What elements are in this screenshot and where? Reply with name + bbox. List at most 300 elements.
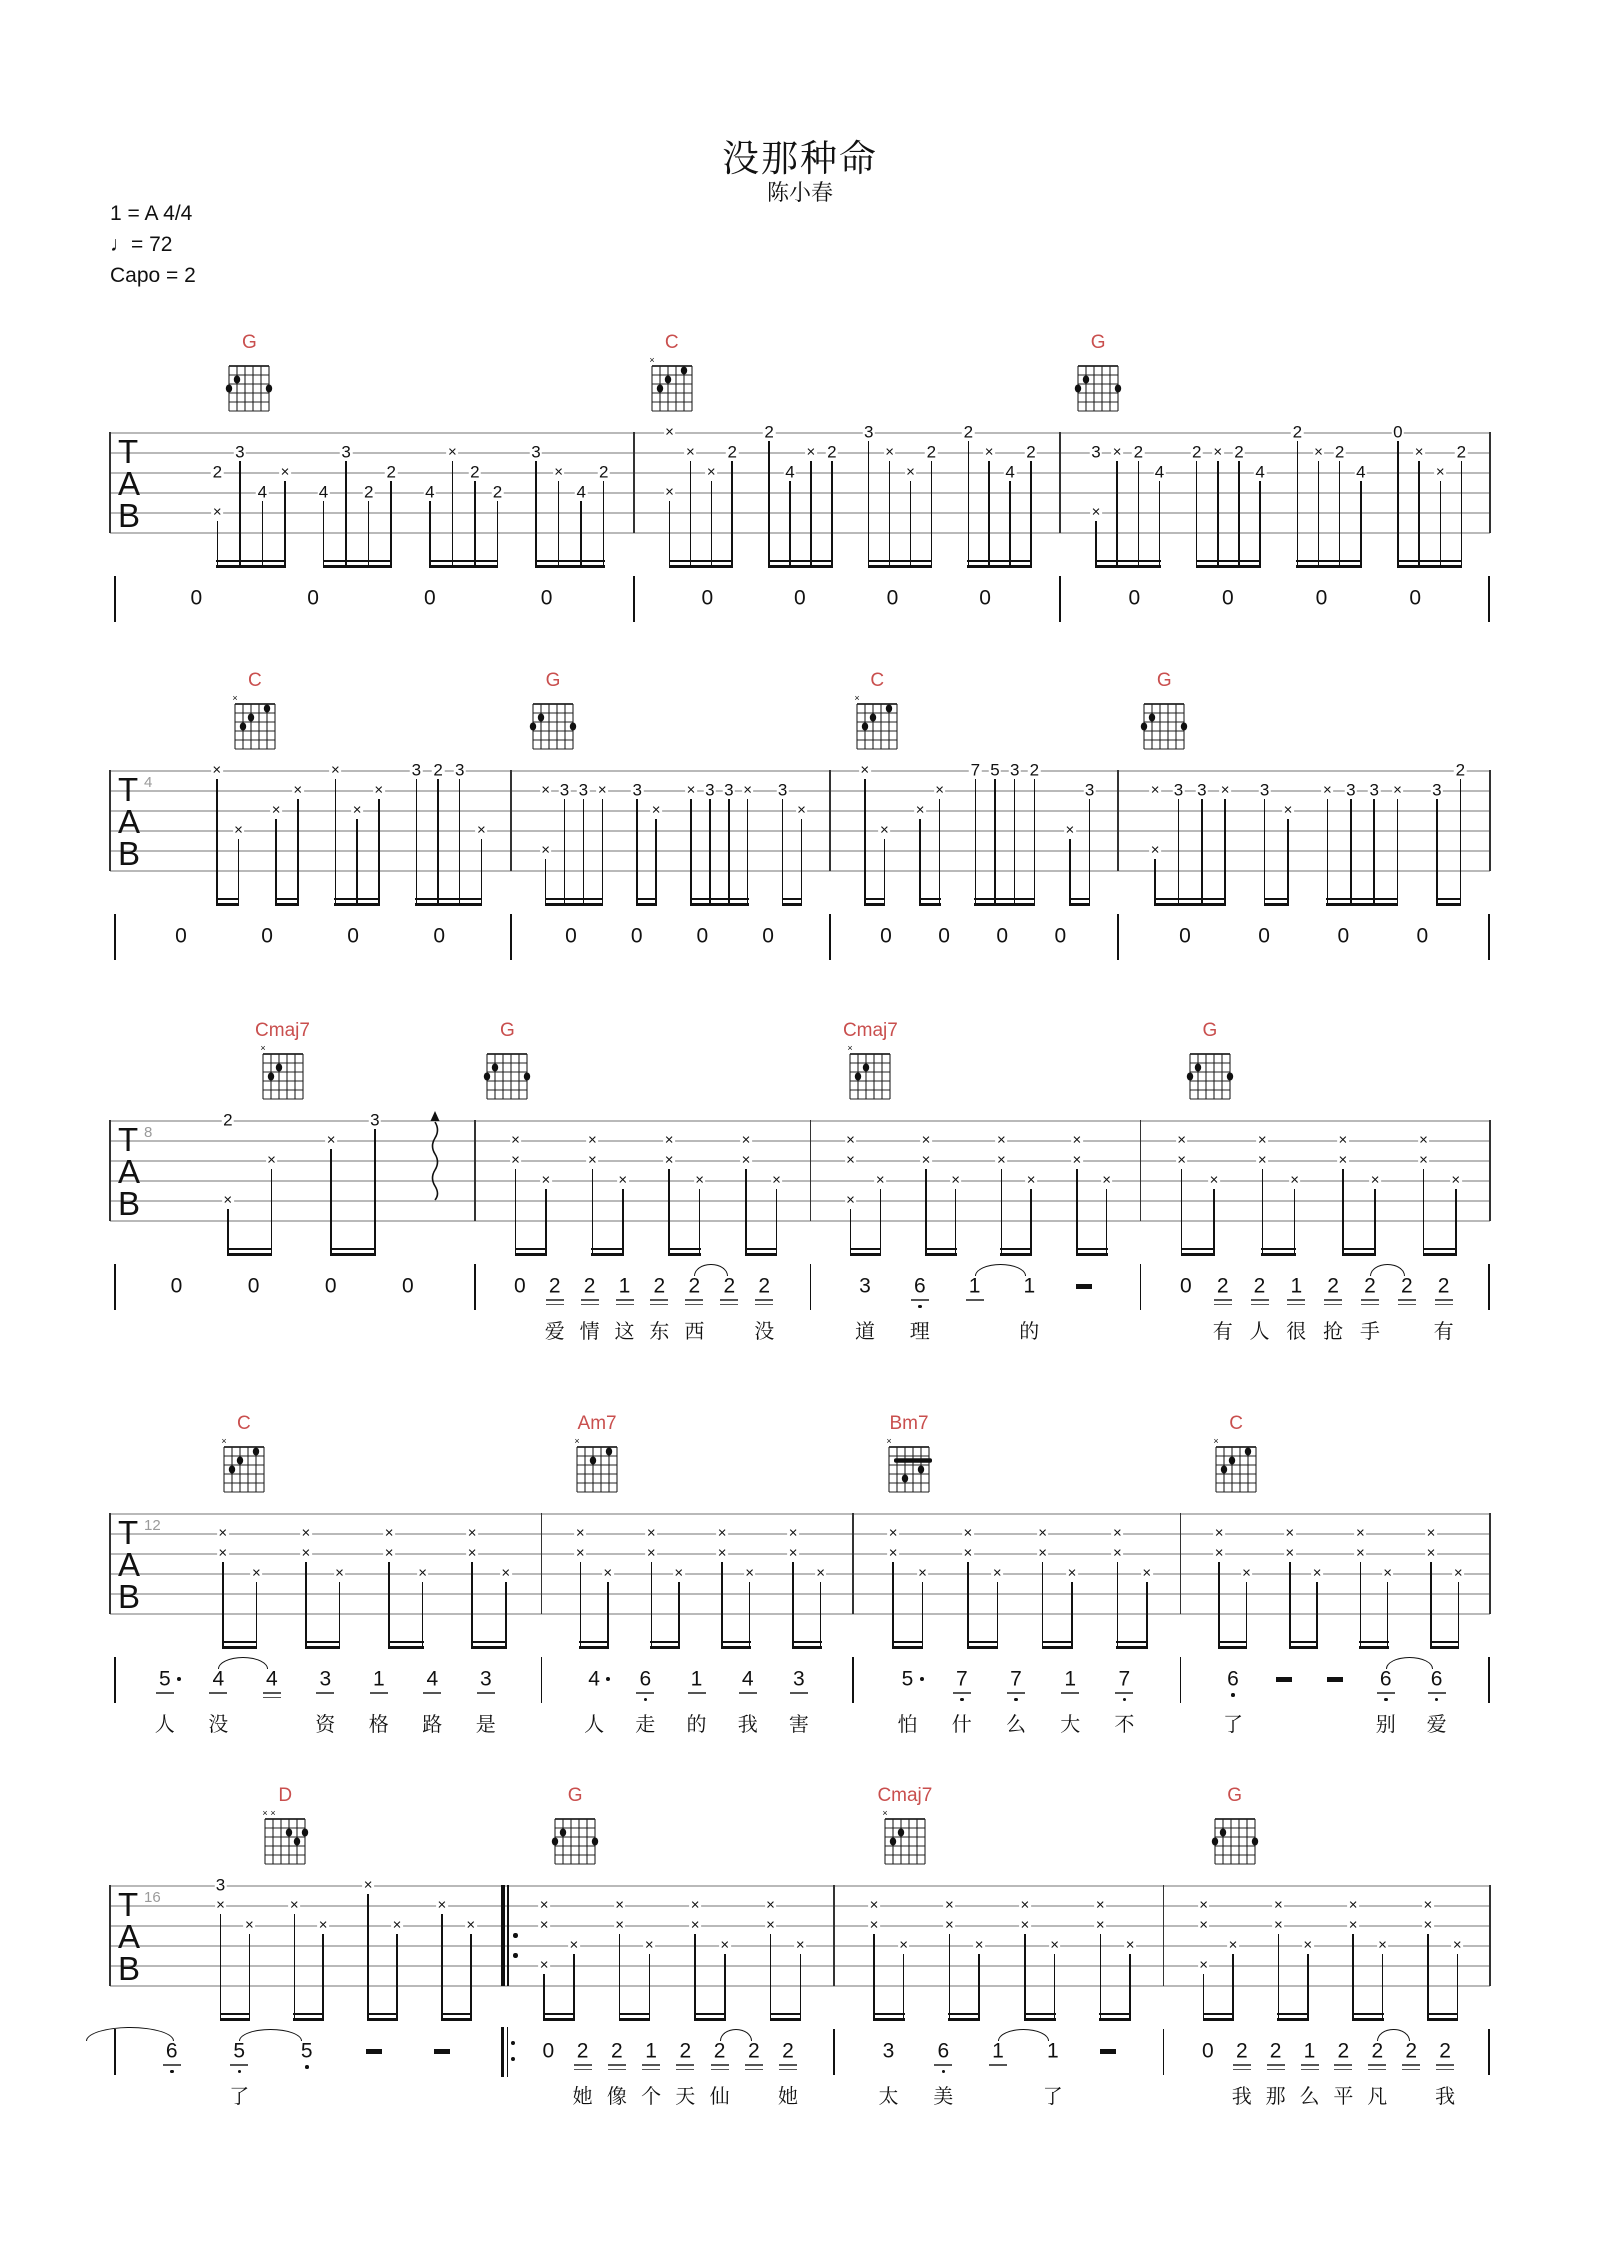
tab-mute-x: × bbox=[1323, 781, 1332, 799]
lyric-char: 爱 bbox=[544, 1321, 565, 1343]
beam bbox=[745, 1253, 777, 1256]
note-stem bbox=[1374, 1189, 1376, 1256]
tab-fret-number: 4 bbox=[425, 482, 435, 502]
tab-mute-x: × bbox=[615, 1916, 624, 1934]
lyric-char: 了 bbox=[1223, 1714, 1243, 1736]
tab-fret-number: 3 bbox=[1432, 780, 1442, 800]
tab-fret-number: 4 bbox=[1255, 462, 1265, 482]
tab-fret-number: 0 bbox=[1393, 422, 1403, 442]
note-stem bbox=[988, 461, 990, 568]
tab-fret-number: 3 bbox=[559, 780, 570, 800]
jianpu-number: 5 bbox=[300, 2039, 313, 2063]
note-stem bbox=[1287, 819, 1289, 906]
jianpu-barline bbox=[1488, 1264, 1490, 1310]
jianpu-number: 2 bbox=[611, 2039, 623, 2063]
svg-text:×: × bbox=[882, 1808, 888, 1818]
tab-mute-x: × bbox=[1072, 1131, 1082, 1149]
tab-mute-x: × bbox=[1214, 1524, 1224, 1542]
note-stem bbox=[919, 819, 921, 906]
beam bbox=[694, 2013, 726, 2015]
tab-mute-x: × bbox=[1378, 1936, 1387, 1954]
jianpu-number: 5 bbox=[901, 1667, 914, 1691]
svg-text:×: × bbox=[574, 1436, 580, 1446]
staff-line bbox=[110, 1180, 1490, 1182]
jianpu-barline bbox=[829, 914, 831, 960]
beam bbox=[770, 2018, 802, 2021]
staff-start-barline bbox=[109, 1120, 111, 1221]
tab-mute-x: × bbox=[741, 1131, 751, 1149]
note-stem bbox=[1159, 481, 1161, 568]
tab-mute-x: × bbox=[1095, 1896, 1105, 1914]
tab-mute-x: × bbox=[846, 1131, 855, 1149]
tab-mute-x: × bbox=[984, 443, 994, 461]
jianpu-underline bbox=[1377, 1692, 1395, 1694]
jianpu-underline bbox=[1301, 2064, 1319, 2066]
tab-mute-x: × bbox=[384, 1524, 394, 1542]
note-stem bbox=[216, 779, 218, 906]
jianpu-barline bbox=[474, 1264, 476, 1310]
note-stem bbox=[471, 1562, 473, 1649]
beam bbox=[967, 1646, 998, 1649]
beam bbox=[1430, 1646, 1459, 1649]
tab-mute-x: × bbox=[918, 1564, 927, 1582]
tab-fret-number: 4 bbox=[576, 482, 586, 502]
jianpu-underline bbox=[1301, 2069, 1319, 2071]
staff-barline bbox=[852, 1513, 854, 1614]
svg-text:×: × bbox=[221, 1436, 227, 1446]
beam bbox=[650, 1646, 680, 1649]
beam bbox=[1277, 2018, 1308, 2021]
tab-fret-number: 3 bbox=[777, 780, 788, 800]
tab-mute-x: × bbox=[674, 1564, 684, 1582]
tab-mute-x: × bbox=[720, 1936, 730, 1954]
tab-fret-number: 3 bbox=[724, 780, 734, 800]
lyric-char: 很 bbox=[1286, 1321, 1307, 1343]
jianpu-number: 0 bbox=[1416, 924, 1429, 948]
tab-fret-number: 3 bbox=[1009, 760, 1020, 780]
beam bbox=[636, 903, 657, 906]
tab-mute-x: × bbox=[218, 1544, 228, 1562]
note-stem bbox=[1387, 1582, 1389, 1649]
jianpu-number: 2 bbox=[758, 1274, 771, 1298]
tab-mute-x: × bbox=[1393, 781, 1402, 799]
tab-mute-x: × bbox=[271, 801, 281, 819]
tab-mute-x: × bbox=[1125, 1936, 1135, 1954]
jianpu-underline bbox=[745, 2069, 763, 2071]
note-stem bbox=[636, 799, 638, 906]
beam bbox=[222, 1641, 258, 1643]
beam bbox=[1289, 1641, 1318, 1643]
jianpu-number: 0 bbox=[1258, 924, 1270, 948]
chord-diagram bbox=[227, 692, 283, 758]
note-stem bbox=[1460, 779, 1462, 906]
note-stem bbox=[864, 779, 866, 906]
jianpu-number: 0 bbox=[190, 586, 203, 610]
staff-end-barline bbox=[1489, 1885, 1491, 1986]
lyric-char: 平 bbox=[1333, 2086, 1354, 2108]
note-stem bbox=[1461, 461, 1463, 568]
tab-mute-x: × bbox=[741, 1151, 751, 1169]
beam bbox=[293, 2013, 324, 2015]
jianpu-underline bbox=[779, 2069, 797, 2071]
note-stem bbox=[724, 1954, 726, 2021]
tab-fret-number: 4 bbox=[785, 462, 795, 482]
beam bbox=[330, 1248, 376, 1250]
tab-mute-x: × bbox=[280, 463, 290, 481]
beam bbox=[1261, 1253, 1295, 1256]
note-stem bbox=[1342, 1169, 1344, 1256]
staff-line bbox=[110, 1220, 1490, 1222]
repeat-dot bbox=[511, 2041, 515, 2045]
chord-name: G bbox=[1227, 1785, 1243, 1806]
tab-mute-x: × bbox=[363, 1876, 373, 1894]
note-stem bbox=[1262, 1169, 1264, 1256]
jianpu-underline bbox=[779, 2064, 797, 2066]
tab-mute-x: × bbox=[1050, 1936, 1059, 1954]
jianpu-low-octave-dot bbox=[305, 2065, 309, 2069]
note-stem bbox=[323, 501, 325, 568]
chord-name: G bbox=[242, 332, 257, 353]
tab-mute-x: × bbox=[1142, 1564, 1152, 1582]
tab-mute-x: × bbox=[212, 761, 222, 779]
tab-mute-x: × bbox=[569, 1936, 579, 1954]
tab-mute-x: × bbox=[766, 1896, 775, 1914]
note-stem bbox=[1418, 461, 1420, 568]
tab-mute-x: × bbox=[665, 423, 674, 441]
note-stem bbox=[1146, 1582, 1148, 1649]
jianpu-underline bbox=[263, 1697, 281, 1699]
beam bbox=[441, 2013, 472, 2015]
tab-fret-number: 4 bbox=[318, 482, 329, 502]
note-stem bbox=[345, 461, 347, 568]
tab-mute-x: × bbox=[539, 1896, 549, 1914]
note-stem bbox=[782, 799, 784, 906]
jianpu-low-octave-dot bbox=[1231, 1693, 1235, 1697]
tab-mute-x: × bbox=[743, 781, 753, 799]
beam bbox=[1427, 2013, 1458, 2015]
chord-name: C bbox=[237, 1413, 251, 1434]
chord-diagram bbox=[881, 1435, 937, 1501]
lyric-char: 了 bbox=[1042, 2086, 1063, 2108]
jianpu-number: 0 bbox=[401, 1274, 414, 1298]
lyric-char: 么 bbox=[1299, 2086, 1320, 2108]
note-stem bbox=[668, 1169, 670, 1256]
note-stem bbox=[322, 1934, 324, 2021]
tab-fret-number: 3 bbox=[705, 780, 715, 800]
tab-mute-x: × bbox=[603, 1564, 613, 1582]
beam bbox=[1154, 903, 1226, 906]
note-stem bbox=[1455, 1189, 1457, 1256]
jianpu-underline bbox=[574, 2069, 592, 2071]
tab-mute-x: × bbox=[945, 1916, 954, 1934]
jianpu-number: 6 bbox=[1379, 1667, 1392, 1691]
jianpu-number: 0 bbox=[762, 924, 774, 948]
jianpu-number: 2 bbox=[548, 1274, 561, 1298]
jianpu-number: 4 bbox=[212, 1667, 225, 1691]
note-stem bbox=[271, 1169, 273, 1256]
tab-mute-x: × bbox=[1423, 1916, 1433, 1934]
svg-text:×: × bbox=[259, 1043, 266, 1053]
beam bbox=[388, 1646, 424, 1649]
note-stem bbox=[441, 1914, 443, 2021]
tab-mute-x: × bbox=[974, 1936, 984, 1954]
chord-name: Cmaj7 bbox=[877, 1785, 933, 1806]
note-stem bbox=[437, 779, 439, 906]
chord-name: Cmaj7 bbox=[255, 1020, 310, 1041]
jianpu-underline bbox=[650, 1304, 668, 1306]
note-stem bbox=[1232, 1954, 1234, 2021]
jianpu-number: 0 bbox=[1054, 924, 1067, 948]
tab-fret-number: 2 bbox=[1234, 442, 1244, 462]
tab-clef-letter: T bbox=[118, 1886, 139, 1923]
beam bbox=[650, 1641, 680, 1643]
note-stem bbox=[728, 799, 730, 906]
beam bbox=[543, 2018, 575, 2021]
beam bbox=[892, 1646, 923, 1649]
jianpu-number: 0 bbox=[979, 586, 991, 610]
tab-mute-x: × bbox=[846, 1151, 855, 1169]
jianpu-number: 0 bbox=[247, 1274, 260, 1298]
tab-fret-number: 3 bbox=[454, 760, 465, 780]
jianpu-underline bbox=[688, 1692, 706, 1694]
jianpu-number: 4 bbox=[265, 1667, 278, 1691]
tab-mute-x: × bbox=[212, 503, 222, 521]
tab-mute-x: × bbox=[885, 443, 894, 461]
chord-name: G bbox=[545, 670, 561, 691]
tab-fret-number: 2 bbox=[386, 462, 396, 482]
tab-mute-x: × bbox=[501, 1564, 511, 1582]
note-stem bbox=[1427, 1934, 1429, 2021]
staff-barline bbox=[633, 432, 635, 533]
tab-mute-x: × bbox=[392, 1916, 402, 1934]
note-stem bbox=[1138, 461, 1140, 568]
lyric-char: 害 bbox=[788, 1714, 809, 1736]
note-stem bbox=[1457, 1954, 1459, 2021]
tab-fret-number: 4 bbox=[1154, 462, 1165, 482]
beam bbox=[1436, 903, 1461, 906]
jianpu-number: 0 bbox=[1128, 586, 1141, 610]
tab-mute-x: × bbox=[906, 463, 915, 481]
beam bbox=[388, 1641, 424, 1643]
beam bbox=[515, 1253, 547, 1256]
tab-mute-x: × bbox=[1356, 1544, 1365, 1562]
jianpu-underline bbox=[989, 2064, 1007, 2066]
note-stem bbox=[978, 1954, 980, 2021]
note-stem bbox=[603, 481, 605, 568]
jianpu-underline bbox=[685, 1304, 703, 1306]
tab-fret-number: 2 bbox=[598, 462, 609, 482]
note-stem bbox=[910, 481, 912, 568]
jianpu-number: 0 bbox=[701, 586, 714, 610]
note-stem bbox=[975, 779, 977, 906]
tab-mute-x: × bbox=[1228, 1936, 1238, 1954]
beam bbox=[668, 1253, 700, 1256]
jianpu-underline bbox=[1368, 2069, 1386, 2071]
lyric-char: 我 bbox=[1435, 2086, 1456, 2108]
note-stem bbox=[1264, 799, 1266, 906]
tab-mute-x: × bbox=[992, 1564, 1002, 1582]
jianpu-underline bbox=[1398, 1304, 1416, 1306]
tab-mute-x: × bbox=[1383, 1564, 1393, 1582]
lyric-char: 路 bbox=[422, 1714, 443, 1736]
tab-fret-number: 3 bbox=[863, 422, 874, 442]
tab-fret-number: 3 bbox=[632, 780, 642, 800]
tab-fret-number: 7 bbox=[970, 760, 981, 780]
lyric-char: 了 bbox=[229, 2086, 250, 2108]
note-stem bbox=[535, 461, 537, 568]
beam bbox=[1116, 1646, 1147, 1649]
note-stem bbox=[994, 779, 996, 906]
beam bbox=[668, 1248, 700, 1250]
jianpu-number: 0 bbox=[696, 924, 709, 948]
note-stem bbox=[1294, 1189, 1296, 1256]
beam bbox=[1342, 1248, 1376, 1250]
tab-mute-x: × bbox=[1426, 1524, 1436, 1542]
tab-mute-x: × bbox=[766, 1916, 775, 1934]
jianpu-number: 4 bbox=[588, 1667, 600, 1691]
jianpu-dash bbox=[1076, 1284, 1092, 1289]
note-stem bbox=[747, 799, 749, 906]
jianpu-number: 2 bbox=[1337, 2039, 1350, 2063]
tab-mute-x: × bbox=[646, 1544, 656, 1562]
jianpu-dash bbox=[434, 2049, 450, 2054]
beam bbox=[1024, 2013, 1056, 2015]
jianpu-underline bbox=[163, 2064, 181, 2066]
lyric-char: 是 bbox=[475, 1714, 496, 1736]
repeat-start-barline bbox=[501, 1885, 505, 1986]
jianpu-low-octave-dot bbox=[170, 2070, 174, 2074]
tab-mute-x: × bbox=[1348, 1916, 1358, 1934]
tab-mute-x: × bbox=[223, 1191, 233, 1209]
jianpu-number: 0 bbox=[1179, 924, 1191, 948]
tab-fret-number: 4 bbox=[257, 482, 268, 502]
note-stem bbox=[749, 1582, 751, 1649]
note-stem bbox=[1042, 1562, 1044, 1649]
jianpu-number: 0 bbox=[938, 924, 950, 948]
tab-fret-number: 2 bbox=[223, 1110, 233, 1130]
note-stem bbox=[810, 461, 812, 568]
beam bbox=[721, 1641, 751, 1643]
tab-mute-x: × bbox=[1065, 821, 1075, 839]
lyric-char: 什 bbox=[951, 1714, 972, 1736]
jianpu-underline bbox=[581, 1299, 599, 1301]
tab-mute-x: × bbox=[1113, 1544, 1122, 1562]
lyric-char: 凡 bbox=[1367, 2086, 1388, 2108]
jianpu-dash bbox=[1100, 2049, 1116, 2054]
staff-line bbox=[110, 532, 1490, 534]
jianpu-barline bbox=[114, 1657, 116, 1703]
beam bbox=[1430, 1641, 1459, 1643]
tab-mute-x: × bbox=[860, 761, 870, 779]
beam bbox=[1342, 1253, 1376, 1256]
beam bbox=[1069, 903, 1091, 906]
beam bbox=[515, 1248, 547, 1250]
jianpu-barline bbox=[1488, 914, 1490, 960]
staff-line bbox=[110, 1120, 1490, 1122]
beam bbox=[441, 2018, 472, 2021]
tab-clef-letter: T bbox=[118, 771, 139, 808]
jianpu-number: 2 bbox=[688, 1274, 701, 1298]
svg-text:×: × bbox=[886, 1436, 892, 1446]
tab-fret-number: 3 bbox=[215, 1875, 226, 1895]
note-stem bbox=[669, 501, 671, 568]
jianpu-underline bbox=[1251, 1304, 1269, 1306]
jianpu-number: 2 bbox=[713, 2039, 726, 2063]
jianpu-underline bbox=[966, 1299, 984, 1301]
tab-mute-x: × bbox=[597, 781, 607, 799]
tab-mute-x: × bbox=[418, 1564, 427, 1582]
note-stem bbox=[416, 779, 418, 906]
jianpu-underline bbox=[574, 2064, 592, 2066]
jianpu-number: 2 bbox=[576, 2039, 589, 2063]
staff-start-barline bbox=[109, 770, 111, 871]
note-stem bbox=[1397, 441, 1399, 568]
staff-line bbox=[110, 1593, 1490, 1595]
tab-mute-x: × bbox=[511, 1131, 520, 1149]
jianpu-low-octave-dot bbox=[238, 2070, 242, 2074]
lyric-char: 她 bbox=[778, 2086, 798, 2108]
tab-mute-x: × bbox=[1274, 1896, 1283, 1914]
beam bbox=[579, 1646, 609, 1649]
tab-mute-x: × bbox=[915, 801, 925, 819]
jianpu-barline bbox=[852, 1657, 854, 1703]
tab-fret-number: 2 bbox=[1456, 442, 1467, 462]
jianpu-augmentation-dot bbox=[606, 1677, 610, 1681]
note-stem bbox=[1373, 799, 1375, 906]
lyric-char: 东 bbox=[649, 1321, 670, 1343]
jianpu-low-octave-dot bbox=[644, 1698, 648, 1702]
note-stem bbox=[592, 1169, 594, 1256]
note-stem bbox=[745, 1169, 747, 1256]
tab-mute-x: × bbox=[1274, 1916, 1283, 1934]
beam bbox=[782, 903, 803, 906]
jianpu-number: 0 bbox=[1337, 924, 1350, 948]
jianpu-underline bbox=[230, 2064, 248, 2066]
beam bbox=[1042, 1641, 1073, 1643]
repeat-start-barline-thin bbox=[507, 1885, 509, 1986]
tab-fret-number: 2 bbox=[764, 422, 774, 442]
beam bbox=[1042, 1646, 1073, 1649]
beam bbox=[535, 565, 605, 568]
staff-line bbox=[110, 1160, 1490, 1162]
note-stem bbox=[694, 1934, 696, 2021]
note-stem bbox=[1397, 799, 1399, 906]
beam bbox=[1289, 1646, 1318, 1649]
note-stem bbox=[1436, 799, 1438, 906]
tab-fret-number: 3 bbox=[370, 1110, 380, 1130]
jianpu-number: 0 bbox=[996, 924, 1009, 948]
tab-clef-letter: B bbox=[118, 497, 141, 534]
tab-fret-number: 2 bbox=[827, 442, 837, 462]
jianpu-underline bbox=[1334, 2069, 1352, 2071]
song-title: 没那种命 bbox=[722, 138, 878, 179]
note-stem bbox=[305, 1562, 307, 1649]
jianpu-underline bbox=[636, 1692, 654, 1694]
tab-mute-x: × bbox=[1199, 1916, 1208, 1934]
tab-mute-x: × bbox=[331, 761, 340, 779]
jianpu-underline bbox=[1233, 2064, 1251, 2066]
note-stem bbox=[699, 1189, 701, 1256]
beam bbox=[1423, 1248, 1457, 1250]
tab-mute-x: × bbox=[665, 483, 674, 501]
jianpu-underline bbox=[953, 1692, 971, 1694]
note-stem bbox=[1024, 1934, 1026, 2021]
note-stem bbox=[770, 1934, 772, 2021]
jianpu-number: 0 bbox=[1202, 2039, 1214, 2063]
staff-end-barline bbox=[1489, 1513, 1491, 1614]
beam bbox=[293, 2018, 324, 2021]
tab-mute-x: × bbox=[880, 821, 889, 839]
